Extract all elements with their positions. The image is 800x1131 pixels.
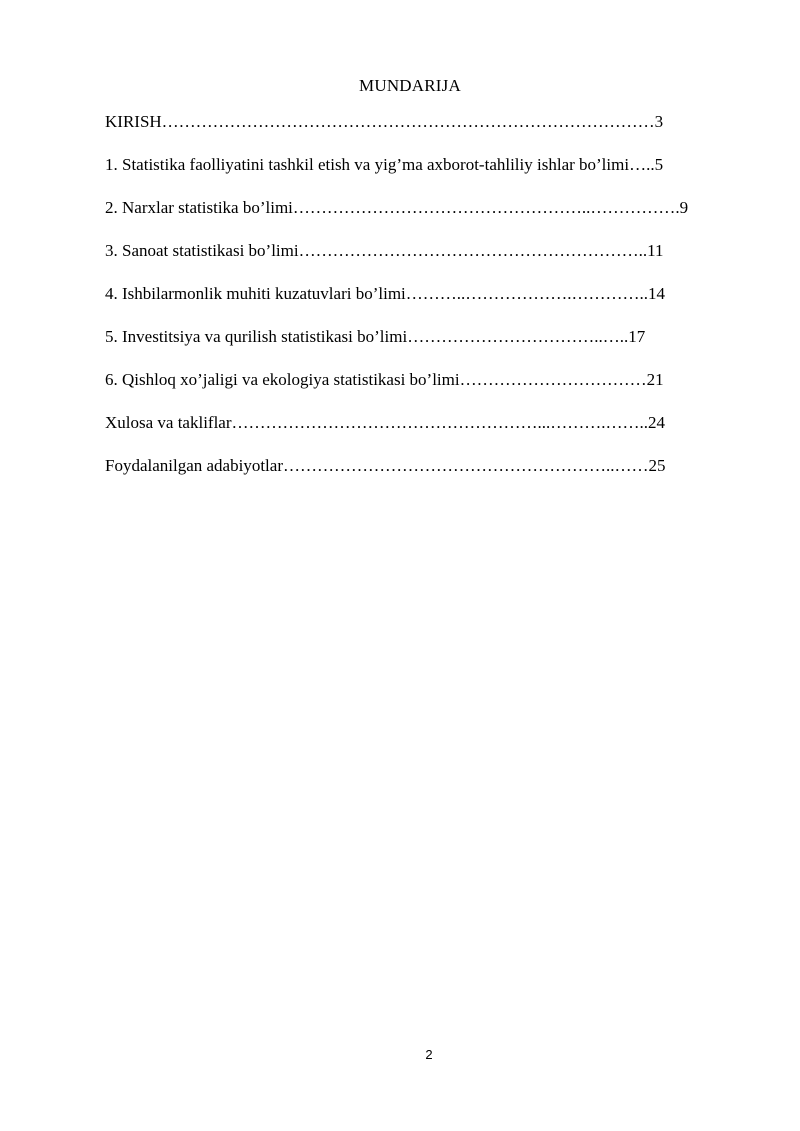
toc-entry-2 bbox=[105, 196, 725, 239]
toc-entry-1 bbox=[105, 153, 725, 196]
toc-entry-3 bbox=[105, 239, 725, 282]
toc-title: MUNDARIJA bbox=[359, 76, 461, 95]
toc-entry-text: KIRISH……………………………………………………………………………3 bbox=[105, 112, 664, 131]
toc-entry-6 bbox=[105, 368, 725, 411]
toc-entry-4 bbox=[105, 282, 725, 325]
table-of-contents bbox=[105, 110, 725, 497]
toc-entry-references bbox=[105, 454, 725, 497]
toc-entry-conclusion bbox=[105, 411, 725, 454]
toc-entry-text: 2. Narxlar statistika bo’limi……………………………………………..…………….9 bbox=[105, 198, 689, 217]
toc-entry-text: 6. Qishloq xo’jaligi va ekologiya statistikasi bo’limi……………………………21 bbox=[105, 370, 664, 389]
toc-entry-text: 4. Ishbilarmonlik muhiti kuzatuvlari bo’limi………..……………….…………..14 bbox=[105, 284, 666, 303]
toc-entry-text: 1. Statistika faolliyatini tashkil etish va yig’ma axborot-tahliliy ishlar bo’limi…..5 bbox=[105, 155, 664, 174]
page-number: 2 bbox=[425, 1047, 433, 1062]
toc-entry-text: 3. Sanoat statistikasi bo’limi……………………………………………………..11 bbox=[105, 241, 664, 260]
toc-entry-text: Foydalanilgan adabiyotlar…………………………………………………..……25 bbox=[105, 456, 666, 475]
toc-entry-text: Xulosa va takliflar………………………………………………...……….……..24 bbox=[105, 413, 666, 432]
toc-entry-introduction bbox=[105, 110, 725, 153]
toc-entry-5 bbox=[105, 325, 725, 368]
toc-entry-text: 5. Investitsiya va qurilish statistikasi bo’limi……………………………..…..17 bbox=[105, 327, 646, 346]
